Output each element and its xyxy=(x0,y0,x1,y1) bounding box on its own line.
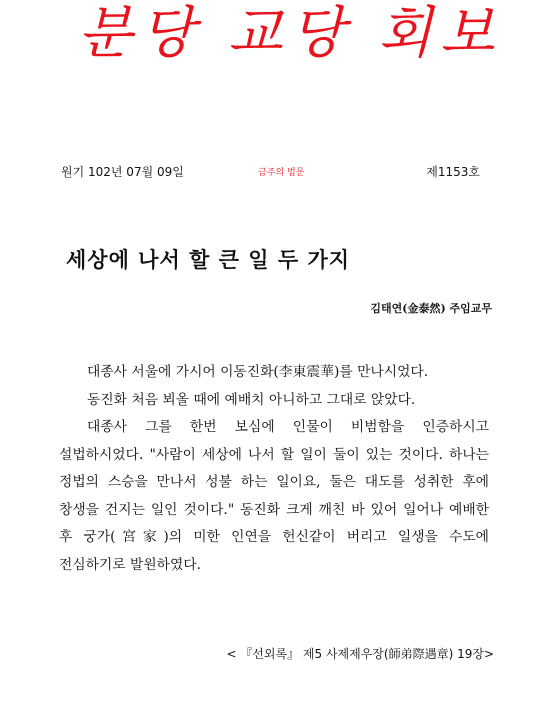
article-body xyxy=(59,359,489,579)
article-author: 김태연(金泰然) 주임교무 xyxy=(370,302,492,315)
issue-date: 원기 102년 07월 09일 xyxy=(61,165,184,179)
newsletter-masthead: 분당 교당 회보 xyxy=(78,1,503,66)
article-paragraph: 대종사 그를 한번 보심에 인물이 비범함을 인증하시고 설법하시었다. "사람이 세상에 나서 할 일이 둘이 있는 것이다. 하나는 정법의 스승을 만나서 성불 하는 일이요, 둘은 대도를 성취한 후에 창생을 건지는 일인 것이다." 동진화 크게 깨친 바 있어 일어나 예배한 후 궁가(宮家)의 미한 인연을 헌신같이 버리고 일생을 수도에 전심하기로 발원하였다. xyxy=(59,419,489,573)
source-citation: < 『선외록』 제5 사제제우장(師弟際遇章) 19장> xyxy=(226,647,494,661)
article-paragraph: 대종사 서울에 가시어 이동진화(李東震華)를 만나시었다. xyxy=(87,364,429,380)
issue-info-bar xyxy=(0,161,540,181)
article-title: 세상에 나서 할 큰 일 두 가지 xyxy=(66,248,351,272)
section-label: 금주의 법문 xyxy=(258,168,305,178)
issue-number: 제1153호 xyxy=(426,165,480,179)
article-paragraph: 동진화 처음 뵈올 때에 예배치 아니하고 그대로 앉았다. xyxy=(87,391,416,408)
